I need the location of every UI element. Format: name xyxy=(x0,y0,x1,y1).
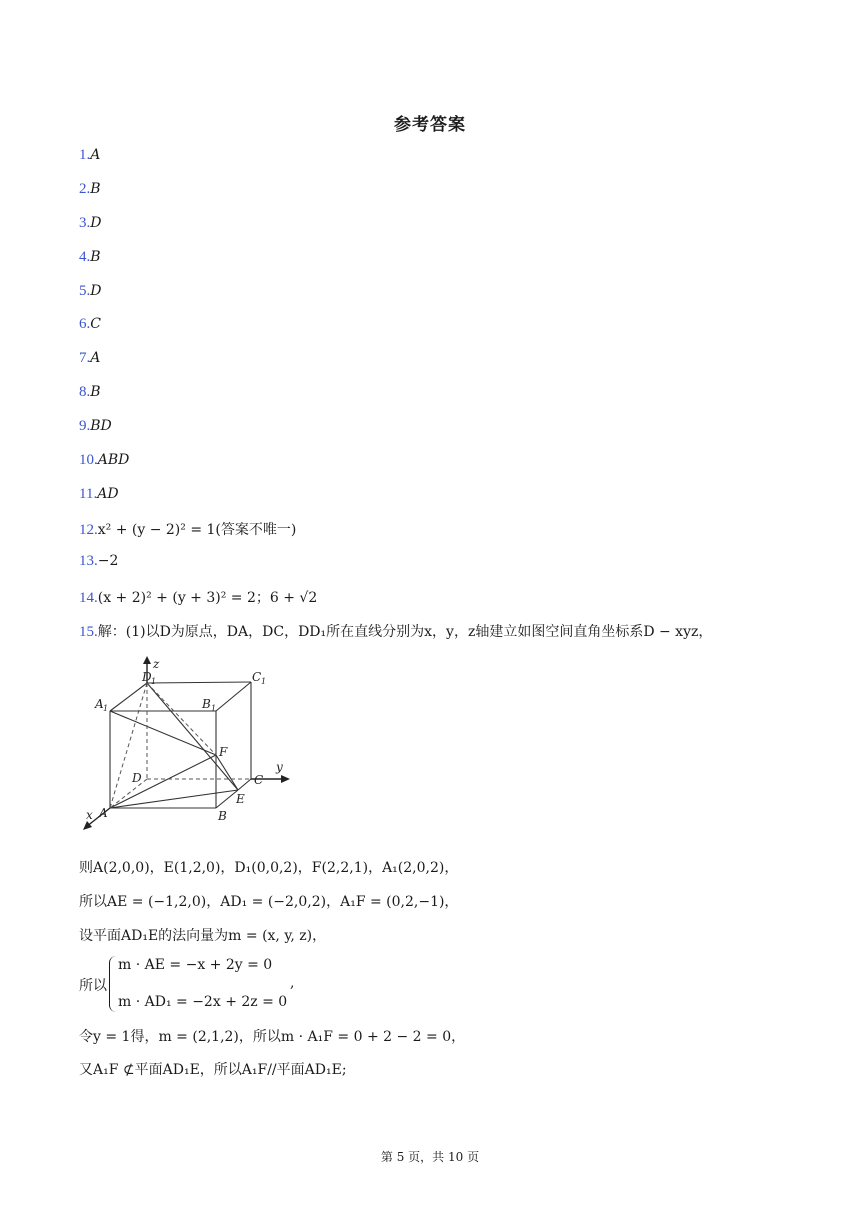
label-b: B xyxy=(218,809,227,823)
y-arrow-icon xyxy=(281,775,290,783)
segment-d1e-f xyxy=(147,683,238,790)
svg-text:1: 1 xyxy=(103,704,109,713)
answer-item: 15.解：(1)以D为原点，DA，DC，DD₁所在直线分别为x，y，z轴建立如图空间直角坐标系D − xyz， xyxy=(79,624,713,640)
label-a: A xyxy=(99,806,108,820)
answer-item: 10.ABD xyxy=(79,452,130,468)
answer-item: 3.D xyxy=(79,215,102,231)
answer-item: 6.C xyxy=(79,316,101,332)
system-brace xyxy=(109,956,116,1012)
answer-item: 9.BD xyxy=(79,418,112,434)
solution-line-normal: 设平面AD₁E的法向量为m = (x, y, z)， xyxy=(79,928,327,944)
solution-line-coordinates: 则A(2,0,0)，E(1,2,0)，D₁(0,0,2)，F(2,2,1)，A₁(2,0,2)， xyxy=(79,860,459,876)
label-e: E xyxy=(236,792,245,806)
label-d1: D xyxy=(142,670,152,684)
solution-line-conclusion: 又A₁F ⊄平面AD₁E，所以A₁F//平面AD₁E; xyxy=(79,1062,347,1078)
solution-line-system-prefix: 所以 xyxy=(79,978,107,994)
answer-item: 2.B xyxy=(79,181,101,197)
label-f: F xyxy=(219,745,228,759)
label-x: x xyxy=(86,808,93,822)
solution-line-vectors: 所以AE = (−1,2,0)，AD₁ = (−2,0,2)，A₁F = (0,2,−1)， xyxy=(79,894,459,910)
answer-item: 1.A xyxy=(79,147,101,163)
label-z: z xyxy=(153,657,160,671)
label-c1: C xyxy=(252,670,262,684)
answer-item: 12.x² + (y − 2)² = 1(答案不唯一) xyxy=(79,522,297,538)
cube-figure xyxy=(78,652,298,832)
system-equation-2: m · AD₁ = −2x + 2z = 0 xyxy=(118,994,288,1010)
label-d: D xyxy=(132,771,142,785)
label-a1: A xyxy=(95,697,104,711)
segment-fe xyxy=(216,755,238,790)
answer-item: 5.D xyxy=(79,283,102,299)
edge-d1c1 xyxy=(147,682,251,683)
answer-item: 4.B xyxy=(79,249,101,265)
segment-d1f xyxy=(147,683,216,755)
edge-a1d1 xyxy=(110,683,147,711)
z-arrow-icon xyxy=(143,656,151,664)
label-b1: B xyxy=(202,697,211,711)
svg-text:1: 1 xyxy=(151,677,157,686)
label-c: C xyxy=(254,773,264,787)
segment-d1a xyxy=(110,683,147,808)
svg-text:1: 1 xyxy=(261,677,267,686)
answer-item: 8.B xyxy=(79,384,101,400)
svg-text:1: 1 xyxy=(211,704,217,713)
segment-a1f xyxy=(110,711,216,755)
page-footer: 第 5 页，共 10 页 xyxy=(380,1150,480,1164)
x-arrow-icon xyxy=(83,821,92,830)
solution-line-result: 令y = 1得，m = (2,1,2)，所以m · A₁F = 0 + 2 − 2 = 0， xyxy=(79,1029,466,1045)
edge-b1c1 xyxy=(216,682,251,711)
label-y: y xyxy=(276,760,283,774)
answer-item: 7.A xyxy=(79,350,101,366)
answer-item: 13.−2 xyxy=(79,553,119,569)
answer-item: 14.(x + 2)² + (y + 3)² = 2；6 + √2 xyxy=(79,590,318,606)
system-equation-1: m · AE = −x + 2y = 0 xyxy=(118,957,273,973)
page-title: 参考答案 xyxy=(394,115,466,135)
answer-item: 11.AD xyxy=(79,486,119,502)
edge-ec xyxy=(238,779,251,790)
system-comma: , xyxy=(290,975,295,991)
